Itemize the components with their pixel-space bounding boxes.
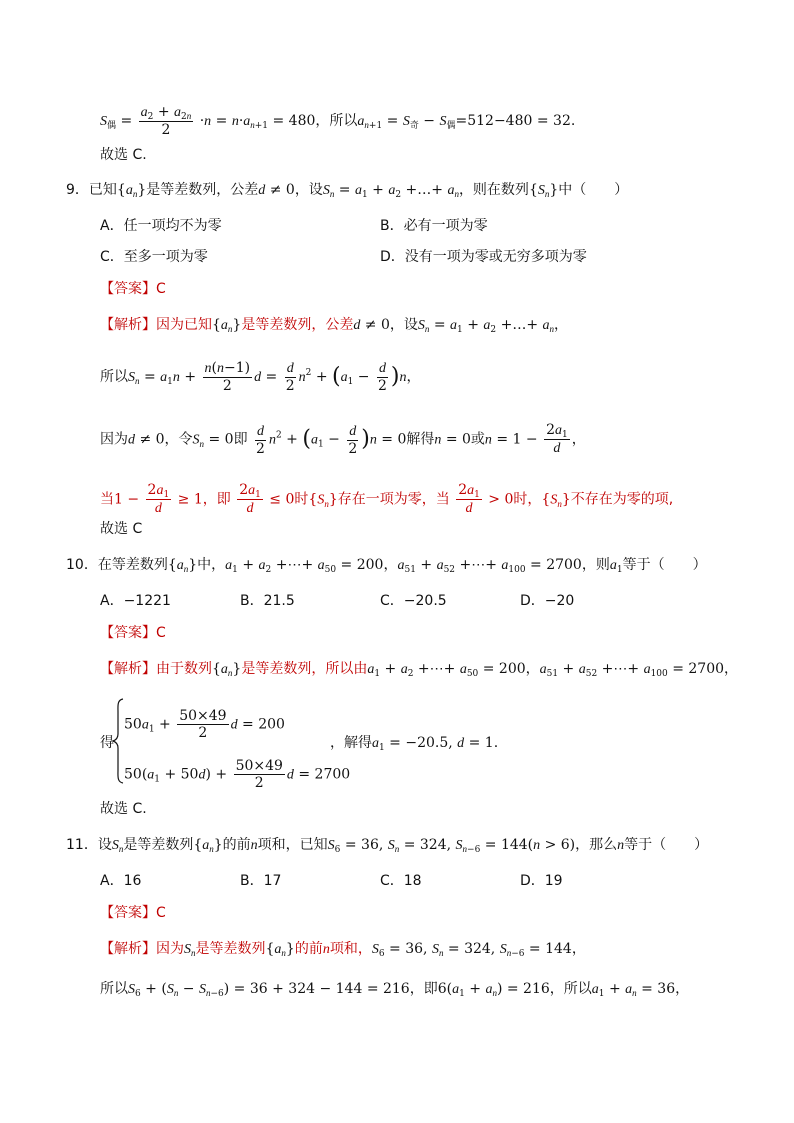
option-c: C．−20.5 [380, 593, 447, 609]
text: 所以 [329, 113, 358, 129]
option-b: B．21.5 [240, 593, 295, 609]
q9-analysis-line2: 所以$S_n = a_1n$ + $\frac{n(n-1)}{2}$ d = $\frac{d}{2}$ $n^2 + (a_1$ − $\frac{d}{2}$ )n， [100, 360, 421, 394]
question-9: 9．已知$\{a_n\}$是等差数列，公差d ≠ 0，设$S_n = a_1 + a_2$ +…+ $a_n$，则在数列$\{S_n\}$中（ ） [66, 182, 629, 200]
option-d: D．没有一项为零或无穷多项为零 [380, 249, 587, 265]
q9-analysis-line4: 当1 − $\frac{2a_1}{d}$ ≥ 1，即 $\frac{2a_1}{d}$ ≤ 0时$\{S_n\}$存在一项为零，当 $\frac{2a_1}{d}$ > 0时，$\{S_n\}$不存在为零的项, [100, 482, 674, 516]
option-d: D．19 [520, 873, 563, 889]
q9-analysis-line1: 【解析】因为已知$\{a_n\}$是等差数列，公差d ≠ 0，设$S_n = a_1 + a_2$ +…+ $a_n$， [100, 317, 569, 335]
option-b: B．17 [240, 873, 282, 889]
conclusion: 故选 C. [100, 147, 147, 163]
option-c: C．至多一项为零 [100, 249, 208, 265]
solution: ，解得$a_1 = -20.5$, d = 1. [330, 735, 499, 753]
option-a: A．−1221 [100, 593, 171, 609]
option-d: D．−20 [520, 593, 575, 609]
left-brace-icon [112, 698, 124, 784]
q11-analysis-line2: 所以$S_6 + (S_n - S_{n-6}) = 36 + 324 - 144 = 216$，即$6(a_1 + a_n) = 216$，所以$a_1 + a_n = 36$， [100, 981, 690, 999]
answer-label: 【答案】C [100, 905, 166, 921]
conclusion-q9: 故选 C [100, 521, 143, 537]
conclusion-q10: 故选 C. [100, 801, 147, 817]
answer-label: 【答案】C [100, 625, 166, 641]
q11-analysis-line1: 【解析】因为$S_n$是等差数列$\{a_n\}$的前n项和，$S_6 = 36$, $S_n = 324$, $S_{n-6} = 144$， [100, 941, 586, 959]
question-10: 10．在等差数列$\{a_n\}$中，$a_1 + a_2$ +⋯+ $a_{50} = 200$，$a_{51} + a_{52}$ +⋯+ $a_{100} = 2700$，则$a_1$等于（ ） [66, 557, 707, 575]
option-c: C．18 [380, 873, 422, 889]
q9-analysis-line3: 因为d ≠ 0，令$S_n = 0$即 $\frac{d}{2}$ $n^2 + (a_1$ − $\frac{d}{2}$ )n = 0解得n = 0或n = 1 − $\frac{2a_1}{d}$ ， [100, 422, 586, 457]
q10-analysis-line1: 【解析】由于数列$\{a_n\}$是等差数列，所以由$a_1 + a_2$ +⋯+ $a_{50} = 200$，$a_{51} + a_{52}$ +⋯+ $a_{100} = 2700$， [100, 661, 739, 679]
equation-1: $50a_1$ + $\frac{50\times 49}{2}$ d = 200 [124, 708, 285, 741]
formula-line-top: $S_偶$ = $\frac{a_2 + a_{2n}}{2}$ $\cdot n = n\cdot a_{n+1} = 480$，所以$a_{n+1} = S_奇 - S_偶=512-480 = 32$. [100, 104, 576, 138]
option-b: B．必有一项为零 [380, 218, 488, 234]
option-a: A．16 [100, 873, 142, 889]
question-11: 11．设$S_n$是等差数列$\{a_n\}$的前n项和，已知$S_6 = 36$, $S_n = 324$, $S_{n-6} = 144(n > 6)$，那么n等于（ ） [66, 837, 709, 855]
answer-label: 【答案】C [100, 281, 166, 297]
equation-2: $50(a_1 + 50d)$ + $\frac{50\times 49}{2}$ d = 2700 [124, 758, 351, 791]
de-label: 得 [100, 735, 114, 751]
option-a: A．任一项均不为零 [100, 218, 222, 234]
